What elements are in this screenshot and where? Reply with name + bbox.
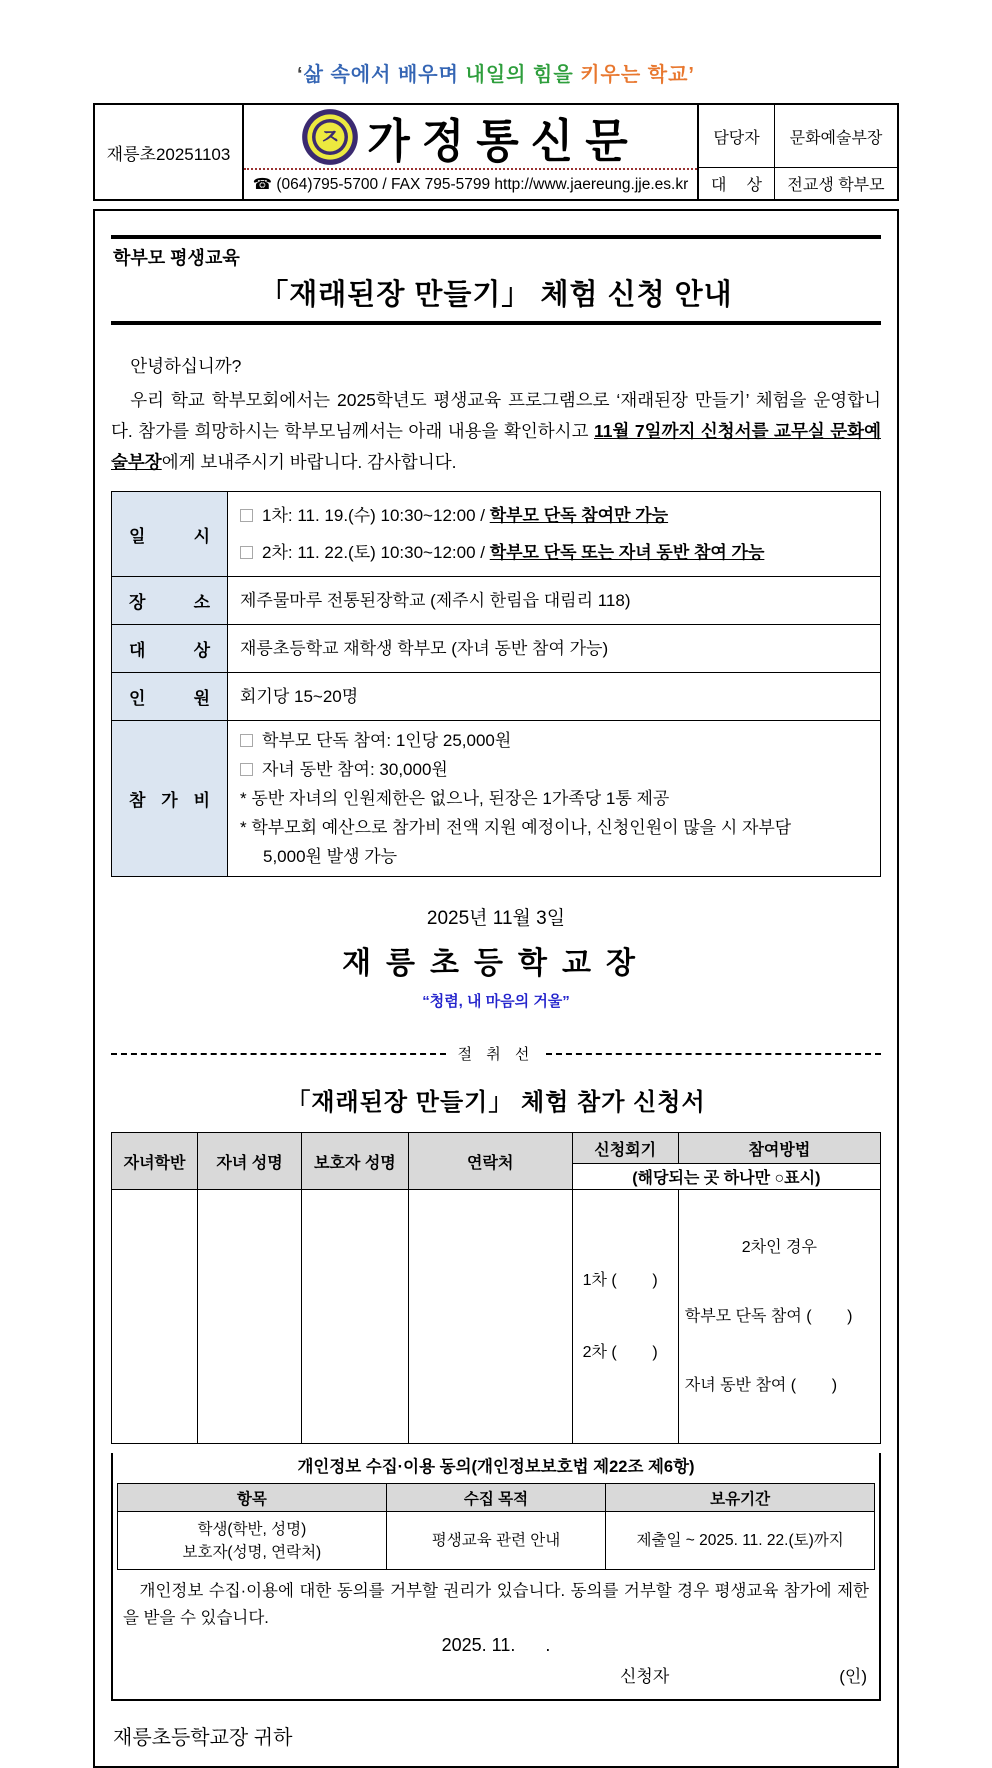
col-contact: 연락처 [408,1133,572,1190]
privacy-item-line-2: 보호자(성명, 연락처) [182,1543,322,1561]
manager-label: 담당자 [713,129,760,147]
slogan-part-blue: 삶 속에서 배우며 [303,64,459,86]
manager-label-cell [697,105,774,168]
cut-line [111,1043,881,1064]
method-choice-field [678,1190,880,1444]
contact-field [408,1190,572,1444]
child-name-field [198,1190,302,1444]
slogan-open-quote: ‘ [297,64,304,86]
capacity-label: 인 원 [112,673,228,721]
fee-line-1 [240,726,868,755]
fee-line-4-text: 학부모회 예산으로 참가비 전액 지원 예정이나, 신청인원이 많을 시 자부담 [251,818,792,837]
place-value: 제주물마루 전통된장학교 (제주시 한림읍 대림리 118) [228,577,881,625]
notice-title: 「재래된장 만들기」 체험 신청 안내 [259,279,733,311]
application-form-title: 「재래된장 만들기」 체험 참가 신청서 [286,1089,706,1116]
table-row-capacity [112,673,881,721]
table-row-fee [112,721,881,877]
double-rule-top [111,235,881,239]
session-choice-field [572,1190,678,1444]
schedule-line-2-text: 2차: 11. 22.(토) 10:30~12:00 / [262,543,490,562]
privacy-consent-box [111,1453,881,1701]
masthead-header-table [93,103,899,201]
privacy-header-row [118,1484,875,1512]
privacy-consent-title: 개인정보 수집·이용 동의(개인정보보호법 제22조 제6항) [297,1458,695,1476]
notice-title-block [111,235,881,325]
target-row-value: 재릉초등학교 재학생 학부모 (자녀 동반 참여 가능) [228,625,881,673]
target-row-label: 대 상 [112,625,228,673]
method-choice-1: 학부모 단독 참여 ( ) [684,1308,853,1325]
fee-line-4 [240,813,868,842]
integrity-motto: “청렴, 내 마음의 거울” [422,993,570,1010]
application-header-row [112,1133,881,1164]
schedule-line-1-text: 1차: 11. 19.(수) 10:30~12:00 / [262,506,490,525]
fee-line-2-text: 자녀 동반 참여: 30,000원 [262,760,448,779]
notice-category: 학부모 평생교육 [113,248,240,268]
table-row-place [112,577,881,625]
col-method: 참여방법 [678,1133,880,1164]
cut-line-dashes-right [546,1053,881,1055]
place-label: 장 소 [112,577,228,625]
cut-line-label: 절 취 선 [457,1046,535,1063]
privacy-table [117,1483,875,1570]
slogan-close-quote: ’ [688,64,695,86]
addressee-line: 재릉초등학교장 귀하 [113,1727,293,1749]
document-id: 재릉초20251103 [95,105,244,199]
seal-label: (인) [839,1667,867,1686]
guardian-name-field [301,1190,408,1444]
application-table [111,1132,881,1444]
capacity-value: 회기당 15~20명 [228,673,881,721]
fee-value [228,721,881,877]
school-emblem-icon [301,108,359,166]
schedule-line-2 [240,534,868,571]
target-value-cell [774,168,897,199]
method-title: 2차인 경우 [741,1239,817,1256]
fee-label: 참 가 비 [112,721,228,877]
issue-date: 2025년 11월 3일 [426,908,566,929]
schedule-line-2-underline: 학부모 단독 또는 자녀 동반 참여 가능 [489,543,765,562]
privacy-data-row [118,1512,875,1570]
target-label: 대 상 [711,177,762,194]
child-class-field [112,1190,198,1444]
school-slogan [93,58,899,87]
fee-line-3-text: 동반 자녀의 인원제한은 없으나, 된장은 1가족당 1통 제공 [251,789,670,808]
checkbox-icon [240,763,253,776]
fee-line-5: 5,000원 발생 가능 [263,847,398,866]
double-rule-bottom [111,321,881,325]
manager-value: 문화예술부장 [789,129,883,147]
table-row-schedule [112,492,881,577]
greeting-line: 안녕하십니까? [130,356,242,376]
checkbox-icon [240,546,253,559]
application-date: 2025. 11. . [441,1635,551,1655]
asterisk-bullet: * [240,789,252,808]
checkbox-icon [240,734,253,747]
fee-line-1-text: 학부모 단독 참여: 1인당 25,000원 [262,731,512,750]
mark-instruction: (해당되는 곳 하나만 ○표시) [572,1164,880,1190]
asterisk-bullet: * [240,818,252,837]
document-sheet [93,0,899,1768]
cut-line-dashes-left [111,1053,446,1055]
privacy-purpose-cell: 평생교육 관련 안내 [386,1512,606,1570]
applicant-sign-row [113,1656,879,1699]
paragraph-part-1: 우리 학교 학부모회에서는 2025학년도 평생교육 프로그램으로 ‘재래된장 만들기’ 체험을 운영합니다. 참가를 희망하시는 학부모님께서는 아래 내용을 확인하시고 [111,390,881,441]
principal-signature: 재릉초등학교장 [342,947,650,980]
masthead-cell [244,105,697,168]
session-choice-2: 2차 ( ) [582,1343,658,1361]
schedule-line-1-underline: 학부모 단독 참여만 가능 [489,506,669,525]
col-child-class: 자녀학반 [112,1133,198,1190]
col-child-name: 자녀 성명 [198,1133,302,1190]
session-choice-1: 1차 ( ) [582,1271,658,1289]
col-retention: 보유기간 [606,1484,875,1512]
col-session: 신청회기 [572,1133,678,1164]
target-value: 전교생 학부모 [787,177,885,194]
method-choice-2: 자녀 동반 참여 ( ) [684,1377,838,1394]
notice-body-box [93,209,899,1768]
paragraph-part-2: 에게 보내주시기 바랍니다. 감사합니다. [161,452,457,472]
privacy-items-cell [118,1512,387,1570]
fee-line-2 [240,755,868,784]
manager-value-cell [774,105,897,168]
newsletter-title: 가정통신문 [367,114,640,168]
privacy-item-line-1: 학생(학반, 성명) [197,1520,307,1538]
slogan-part-green: 내일의 힘을 [458,64,574,86]
contact-line: ☎ (064)795-5700 / FAX 795-5799 http://www.jaereung.jje.es.kr [244,168,697,199]
paragraph-emphasis: 11월 7일까지 신청서를 교무실 문화예술부장 [111,421,881,472]
privacy-disclaimer: 개인정보 수집·이용에 대한 동의를 거부할 권리가 있습니다. 동의를 거부할 경우 평생교육 참가에 제한을 받을 수 있습니다. [123,1582,869,1627]
applicant-label: 신청자 [619,1667,670,1686]
col-purpose: 수집 목적 [386,1484,606,1512]
checkbox-icon [240,509,253,522]
col-items: 항목 [118,1484,387,1512]
schedule-value [228,492,881,577]
privacy-retention-cell: 제출일 ~ 2025. 11. 22.(토)까지 [606,1512,875,1570]
schedule-line-1 [240,497,868,534]
target-label-cell [697,168,774,199]
col-guardian-name: 보호자 성명 [301,1133,408,1190]
notice-paragraph [111,385,881,478]
slogan-part-orange: 키우는 학교 [573,64,689,86]
schedule-label: 일 시 [112,492,228,577]
program-info-table [111,491,881,877]
fee-line-3 [240,784,868,813]
application-entry-row [112,1190,881,1444]
table-row-target [112,625,881,673]
emblem-glyph: ㅈ [319,124,341,150]
